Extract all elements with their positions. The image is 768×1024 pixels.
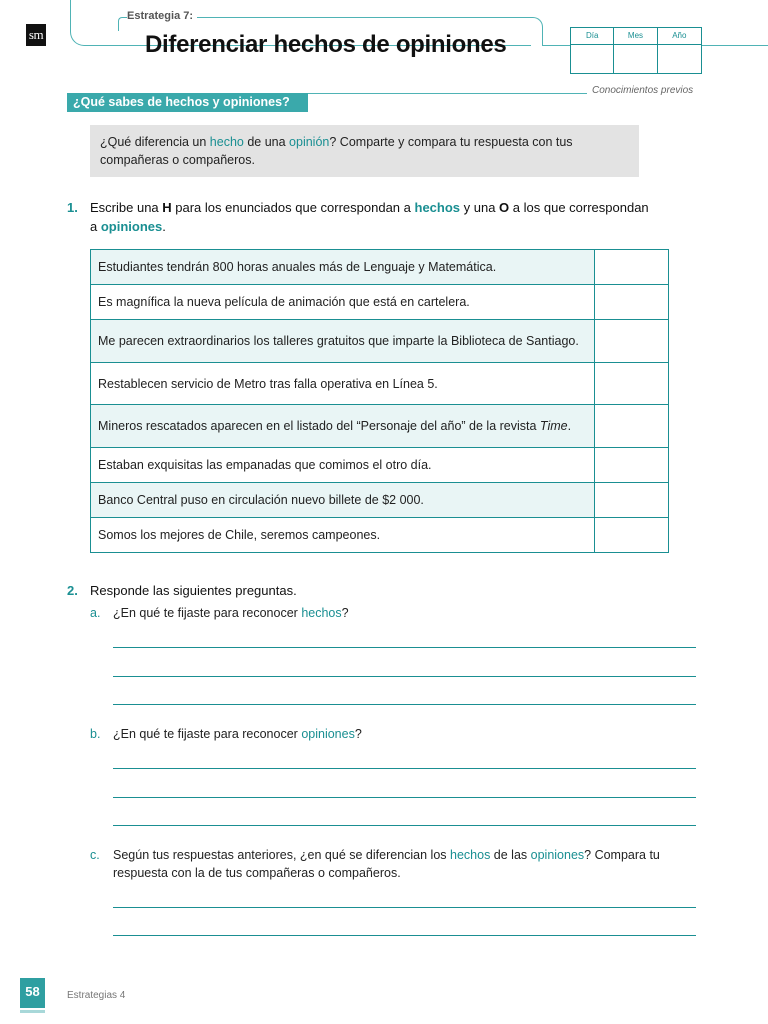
q1-text: Escribe una — [90, 200, 163, 215]
intro-text: de una — [243, 135, 290, 149]
header-frame-tick — [118, 17, 124, 31]
subq-text: ¿En qué te fijaste para reconocer — [113, 727, 302, 741]
answer-line[interactable] — [113, 676, 696, 677]
date-field-day[interactable] — [571, 45, 614, 73]
publisher-logo: sm — [26, 24, 46, 46]
q1-text: y una — [460, 200, 500, 215]
statement-italic: Time — [539, 419, 568, 433]
strategy-label: Estrategia 7: — [127, 10, 197, 22]
subquestion-a-letter: a. — [90, 606, 101, 620]
question-1-text — [90, 198, 650, 236]
header-frame-tail — [702, 45, 768, 46]
answer-cell[interactable] — [595, 363, 669, 405]
subq-text: Según tus respuestas anteriores, ¿en qué se diferencian los — [113, 848, 451, 862]
statement-text-part: Mineros rescatados aparecen en el listado del “Personaje del año” de la revista — [98, 419, 540, 433]
table-row — [91, 483, 669, 518]
section-tag: ¿Qué sabes de hechos y opiniones? — [67, 93, 308, 112]
statement-text: Restablecen servicio de Metro tras falla operativa en Línea 5. — [91, 363, 595, 405]
keyword-opiniones: opiniones — [100, 219, 163, 234]
keyword-opiniones: opiniones — [301, 727, 355, 741]
subq-text: ? — [341, 606, 349, 620]
answer-cell[interactable] — [595, 518, 669, 553]
header-frame-connector — [543, 45, 570, 46]
subquestion-c-letter: c. — [90, 848, 100, 862]
subquestion-b-letter: b. — [90, 727, 101, 741]
keyword-opinion: opinión — [289, 135, 330, 149]
answer-line[interactable] — [113, 907, 696, 908]
statement-text: Es magnífica la nueva película de animación que está en cartelera. — [91, 285, 595, 320]
keyword-hechos: hechos — [450, 848, 491, 862]
subq-text: ¿En qué te fijaste para reconocer — [113, 606, 302, 620]
q1-letter-h: H — [162, 200, 172, 215]
statement-text — [91, 405, 595, 448]
page-number-accent — [20, 1010, 45, 1013]
header-frame-right — [530, 17, 543, 46]
answer-cell[interactable] — [595, 250, 669, 285]
table-row — [91, 448, 669, 483]
table-row — [91, 250, 669, 285]
page-number: 58 — [20, 978, 45, 1008]
answer-cell[interactable] — [595, 448, 669, 483]
statement-text-part: . — [567, 419, 572, 433]
question-2-number: 2. — [67, 583, 78, 598]
statement-text: Banco Central puso en circulación nuevo billete de $2 000. — [91, 483, 595, 518]
answer-line[interactable] — [113, 768, 696, 769]
date-label-day: Día — [571, 28, 614, 45]
keyword-hechos: hechos — [301, 606, 342, 620]
subquestion-c-text — [113, 846, 703, 882]
page-title: Diferenciar hechos de opiniones — [145, 31, 507, 58]
keyword-hecho: hecho — [209, 135, 244, 149]
intro-box — [90, 125, 639, 177]
intro-text: ? Comparte y compara tu respuesta con tus compañeras o compañeros. — [100, 135, 573, 167]
answer-line[interactable] — [113, 704, 696, 705]
table-row — [91, 405, 669, 448]
statement-text: Me parecen extraordinarios los talleres gratuitos que imparte la Biblioteca de Santiago. — [91, 320, 595, 363]
table-row — [91, 363, 669, 405]
statement-text: Somos los mejores de Chile, seremos campeones. — [91, 518, 595, 553]
keyword-hechos: hechos — [414, 200, 461, 215]
intro-text: ¿Qué diferencia un — [100, 135, 210, 149]
answer-line[interactable] — [113, 647, 696, 648]
header-frame-left — [70, 0, 118, 46]
section-rule — [308, 93, 587, 94]
answer-cell[interactable] — [595, 405, 669, 448]
subquestion-b-text — [113, 725, 362, 743]
footer-book-title: Estrategias 4 — [67, 990, 126, 1001]
table-row — [91, 285, 669, 320]
q1-text: para los enunciados que correspondan a — [171, 200, 415, 215]
section-note: Conocimientos previos — [592, 85, 694, 96]
answer-cell[interactable] — [595, 483, 669, 518]
date-field-month[interactable] — [614, 45, 657, 73]
statements-table — [90, 249, 669, 553]
q1-letter-o: O — [499, 200, 510, 215]
answer-cell[interactable] — [595, 320, 669, 363]
table-row — [91, 320, 669, 363]
q1-text: a los que correspondan a — [90, 200, 649, 234]
statement-text: Estaban exquisitas las empanadas que comimos el otro día. — [91, 448, 595, 483]
q1-text: . — [162, 219, 166, 234]
date-box — [570, 27, 702, 74]
answer-line[interactable] — [113, 825, 696, 826]
answer-line[interactable] — [113, 797, 696, 798]
date-field-year[interactable] — [658, 45, 701, 73]
date-label-year: Año — [658, 28, 701, 45]
question-2-text: Responde las siguientes preguntas. — [90, 583, 297, 598]
table-row — [91, 518, 669, 553]
answer-line[interactable] — [113, 935, 696, 936]
answer-cell[interactable] — [595, 285, 669, 320]
date-label-month: Mes — [614, 28, 657, 45]
question-1-number: 1. — [67, 200, 78, 215]
keyword-opiniones: opiniones — [530, 848, 585, 862]
subq-text: ? Compara tu respuesta con la de tus compañeras o compañeros. — [113, 848, 660, 880]
statement-text: Estudiantes tendrán 800 horas anuales más de Lenguaje y Matemática. — [91, 250, 595, 285]
subquestion-a-text — [113, 604, 349, 622]
subq-text: ? — [354, 727, 362, 741]
subq-text: de las — [490, 848, 531, 862]
